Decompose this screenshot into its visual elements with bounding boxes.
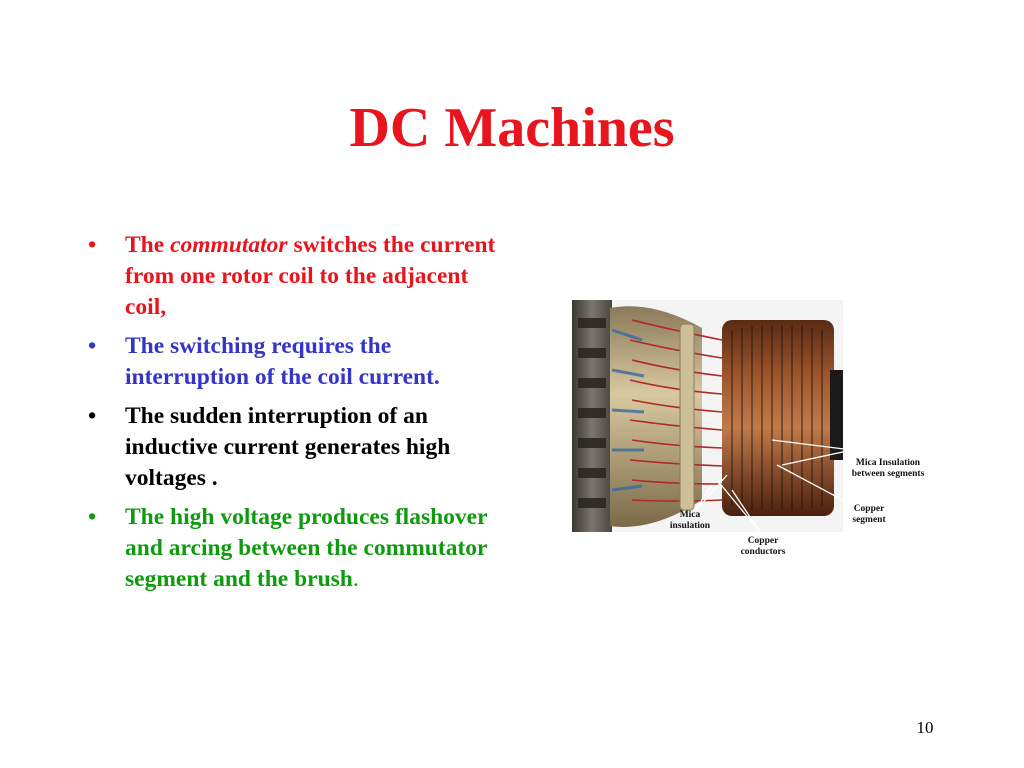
callout-mica-between-segments: Mica Insulation between segments — [851, 458, 925, 479]
callout-mica-insulation: Mica insulation — [669, 510, 711, 531]
page-number: 10 — [916, 718, 934, 737]
bullet-text-tail: . — [352, 566, 359, 592]
bullet-marker: • — [88, 504, 97, 530]
bullet-marker: • — [88, 333, 97, 359]
bullet-text: The switching requires the interruption of the coil current. — [125, 333, 440, 390]
bullet-marker: • — [88, 403, 97, 429]
bullet-list — [88, 230, 508, 603]
bullet-item-interruption — [88, 401, 508, 494]
callout-copper-segment: Copper segment — [852, 504, 886, 525]
bullet-text: The high voltage produces flashover and arcing between the commutator segment and the brush — [125, 504, 488, 592]
bullet-text-prefix: The — [125, 232, 171, 258]
bullet-item-high-voltage — [88, 502, 508, 595]
bullet-text-emphasis: commutator — [170, 232, 288, 258]
bullet-text: The sudden interruption of an inductive current generates high voltages . — [125, 403, 451, 491]
bullet-item-switching — [88, 331, 508, 393]
slide-title: DC Machines — [349, 97, 675, 159]
commutator-photo — [572, 300, 843, 532]
callout-copper-conductors: Copper conductors — [740, 536, 786, 557]
bullet-marker: • — [88, 232, 97, 258]
bullet-text-rest: switches the current from one rotor coil to the adjacent coil, — [125, 232, 496, 320]
bullet-item-commutator — [88, 230, 508, 323]
